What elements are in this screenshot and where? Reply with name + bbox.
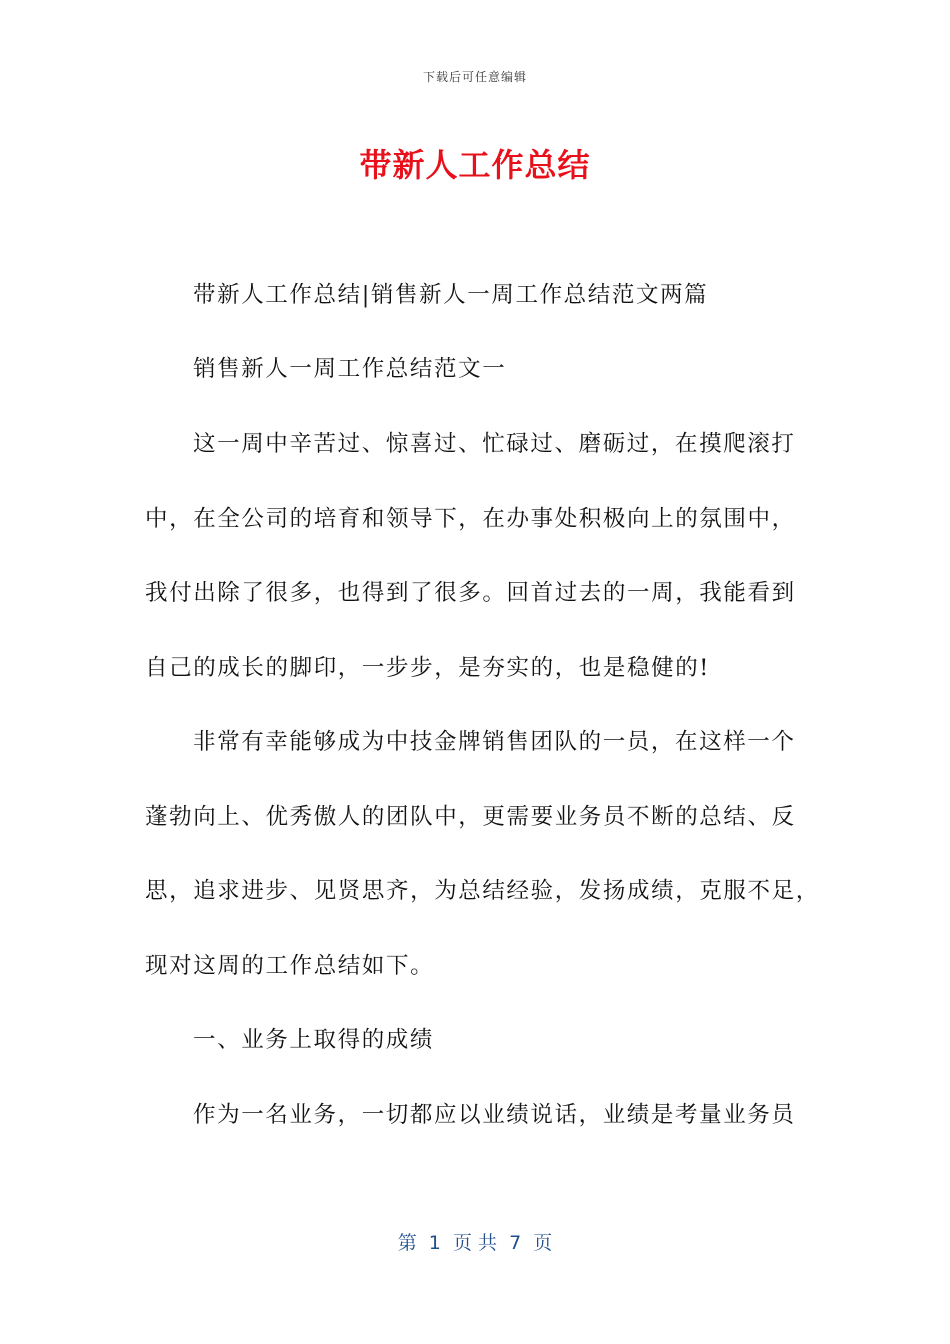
body-line-2: 销售新人一周工作总结范文一 — [193, 356, 507, 382]
body-line-7: 非常有幸能够成为中技金牌销售团队的一员，在这样一个 — [193, 729, 796, 755]
body-line-5: 我付出除了很多，也得到了很多。回首过去的一周，我能看到 — [145, 580, 796, 606]
body-line-11: 一、业务上取得的成绩 — [193, 1027, 435, 1053]
body-line-12: 作为一名业务，一切都应以业绩说话，业绩是考量业务员 — [193, 1102, 796, 1128]
body-line-4: 中，在全公司的培育和领导下，在办事处积极向上的氛围中， — [145, 506, 796, 532]
body-line-1: 带新人工作总结|销售新人一周工作总结范文两篇 — [193, 282, 709, 308]
body-line-10: 现对这周的工作总结如下。 — [145, 953, 435, 979]
body-line-8: 蓬勃向上、优秀傲人的团队中，更需要业务员不断的总结、反 — [145, 804, 796, 830]
body-line-6: 自己的成长的脚印，一步步，是夯实的，也是稳健的! — [145, 655, 710, 681]
header-note: 下载后可任意编辑 — [422, 70, 527, 84]
document-title: 带新人工作总结 — [359, 146, 591, 184]
body-line-9: 思，追求进步、见贤思齐，为总结经验，发扬成绩，克服不足， — [145, 878, 820, 904]
page-footer: 第 1 页 共 7 页 — [397, 1232, 553, 1254]
body-line-3: 这一周中辛苦过、惊喜过、忙碌过、磨砺过，在摸爬滚打 — [193, 431, 796, 457]
